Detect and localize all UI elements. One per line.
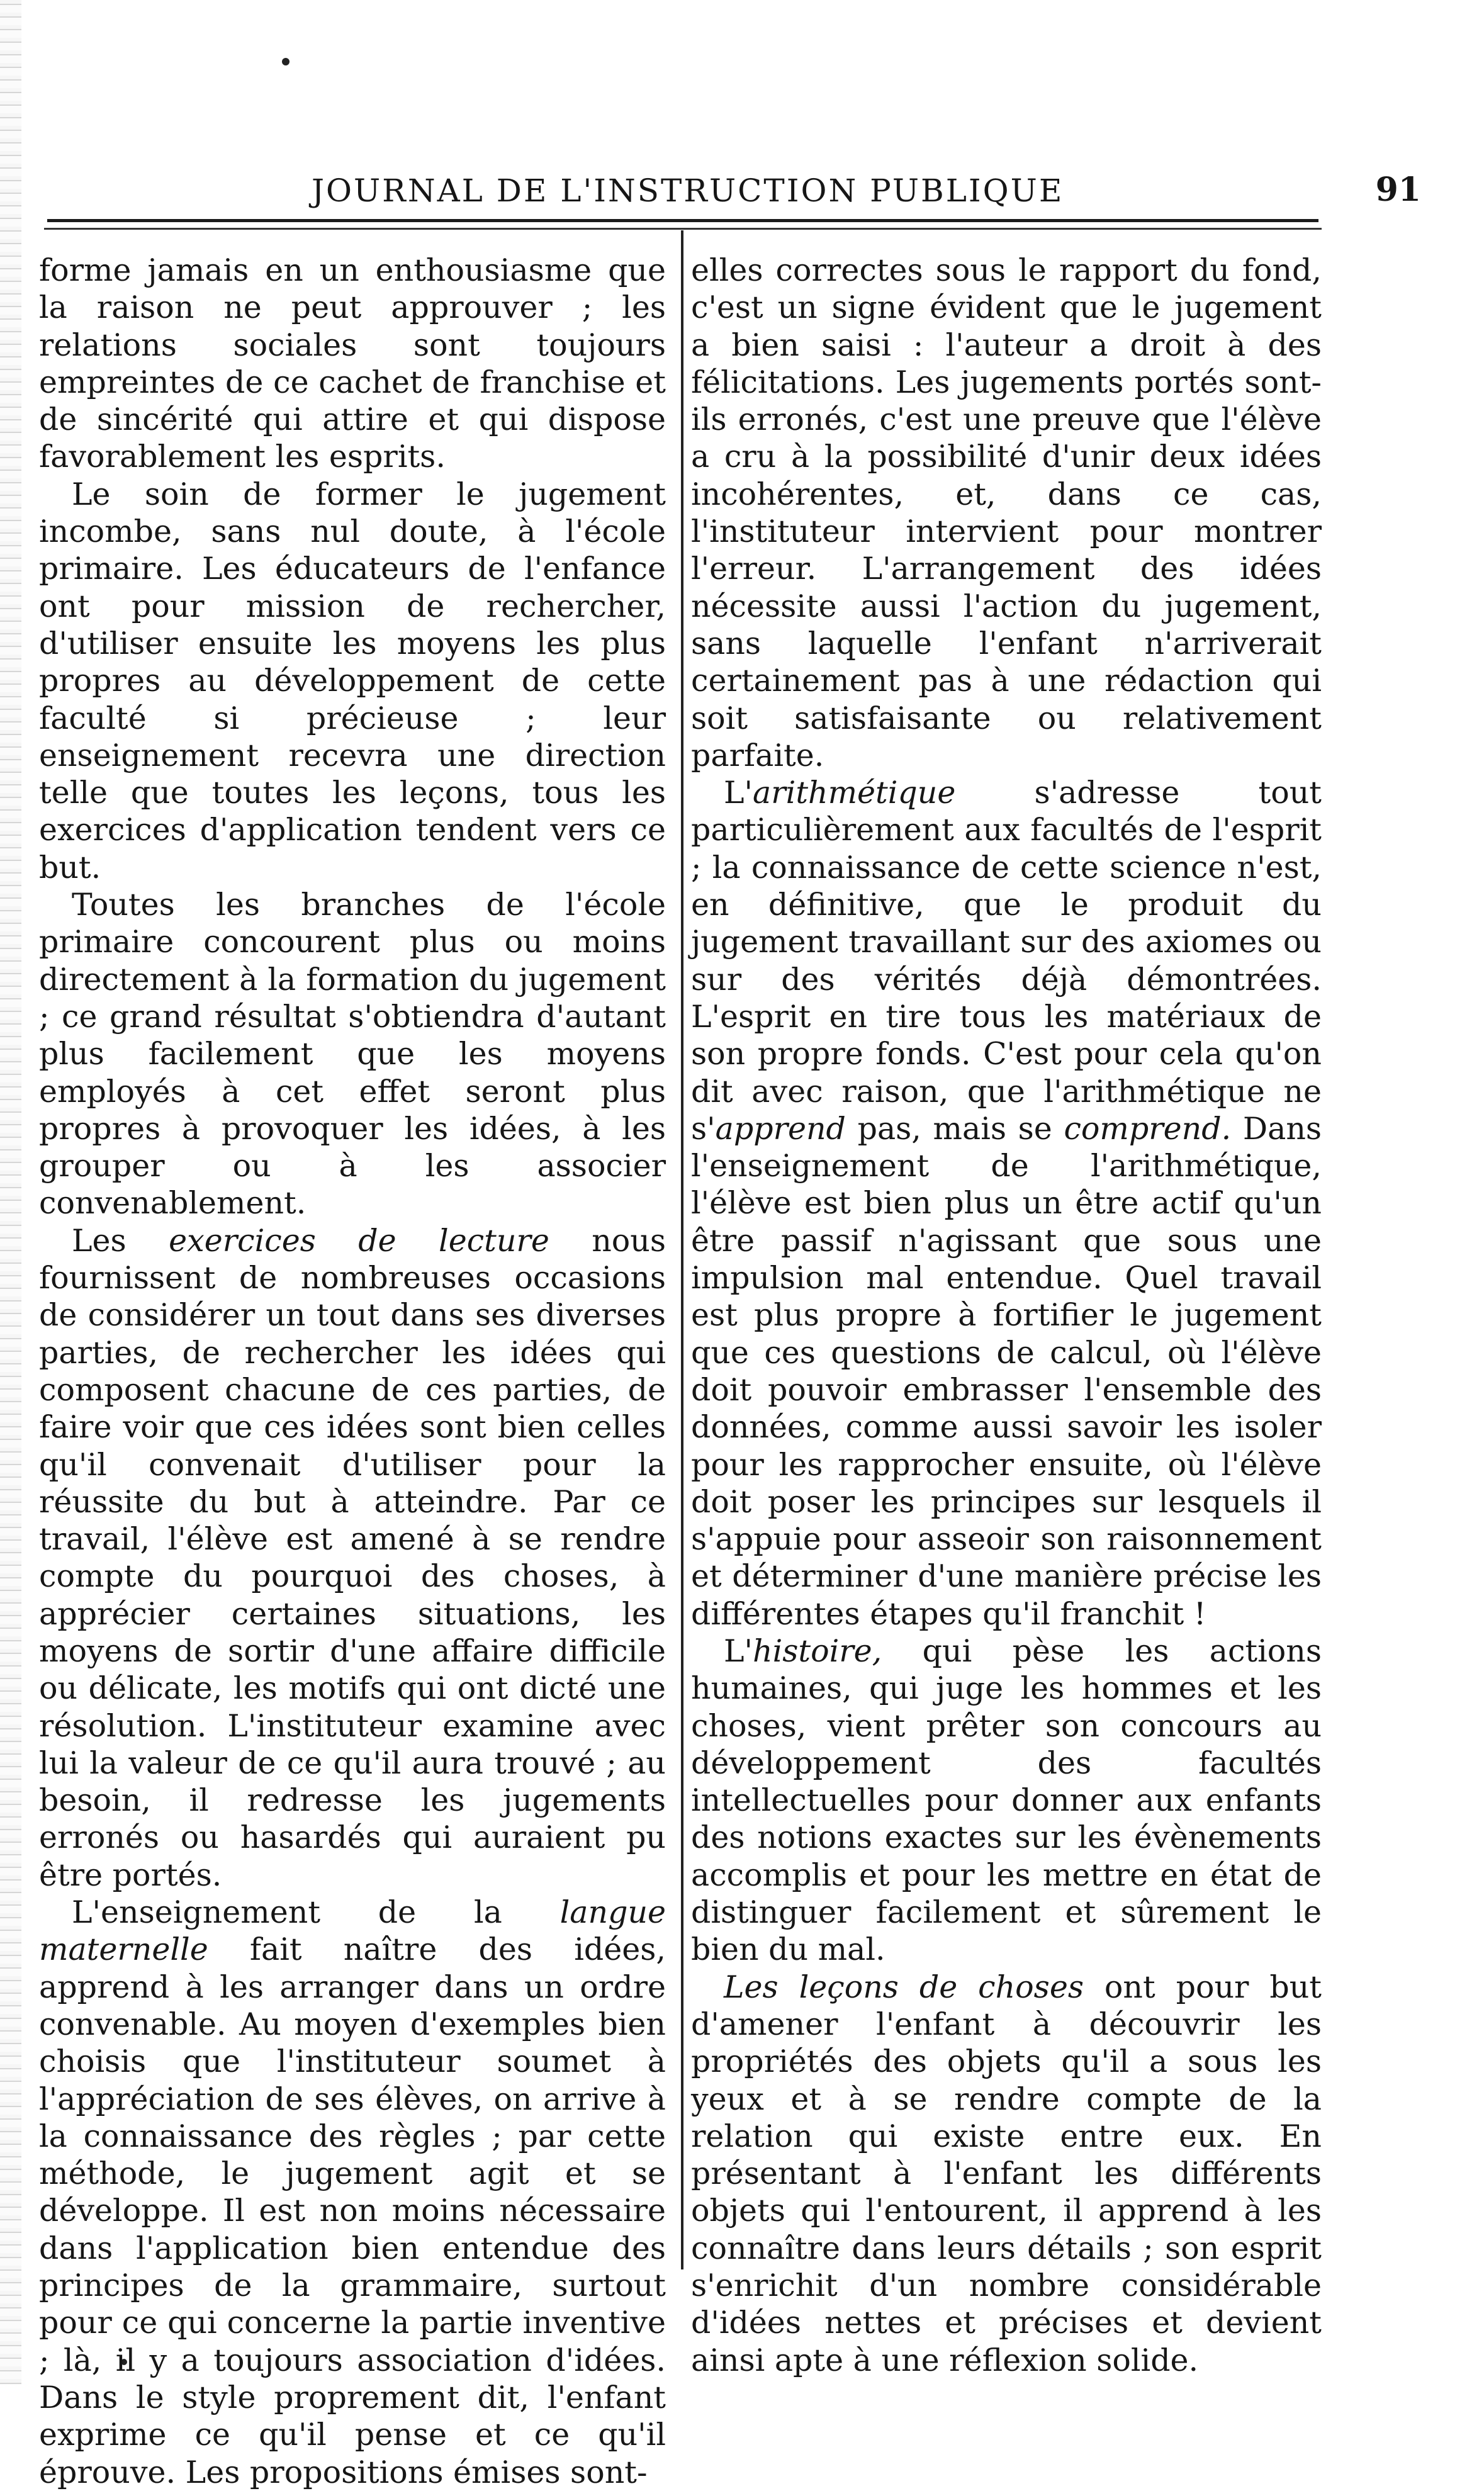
paragraph: Les leçons de choses ont pour but d'amener l'enfant à découvrir les propriétés des objets qu'il a sous les yeux et à se rendre compte de la relation qui existe entre eux. En présentant à l'enfant les différents objets qui l'entourent, il apprend à les connaître dans leurs détails ; son esprit s'enrichit d'un nombre considérable d'idées nettes et précises et devient ainsi apte à une réflexion solide. [691,1969,1322,2378]
paragraph: L'enseignement de la langue maternelle fait naître des idées, apprend à les arranger dans un ordre convenable. Au moyen d'exemples bien choisis que l'instituteur soumet à l'appréciation de ses élèves, on arrive à la connaissance des règles ; par cette méthode, le jugement agit et se développe. Il est non moins nécessaire dans l'application bien entendue des principes de la grammaire, surtout pour ce qui concerne la partie inventive ; là, il y a toujours association d'idées. Dans le style proprement dit, l'enfant exprime ce qu'il pense et ce qu'il éprouve. Les propositions émises sont- [39,1894,666,2490]
paragraph: Toutes les branches de l'école primaire concourent plus ou moins directement à la formation du jugement ; ce grand résultat s'obtiendra d'autant plus facilement que les moyens employés à cet effet seront plus propres à provoquer les idées, à les grouper ou à les associer convenablement. [39,887,666,1222]
paragraph: L'arithmétique s'adresse tout particulièrement aux facultés de l'esprit ; la connaissance de cette science n'est, en définitive, que le produit du jugement travaillant sur des axiomes ou sur des vérités déjà démontrées. L'esprit en tire tous les matériaux de son propre fonds. C'est pour cela qu'on dit avec raison, que l'arithmétique ne s'apprend pas, mais se comprend. Dans l'enseignement de l'arithmétique, l'élève est bien plus un être actif qu'un être passif n'agissant que sous une impulsion mal entendue. Quel travail est plus propre à fortifier le jugement que ces questions de calcul, où l'élève doit pouvoir embrasser l'ensemble des données, comme aussi savoir les isoler pour les rapprocher ensuite, où l'élève doit poser les principes sur lesquels il s'appuie pour asseoir son raisonnement et déterminer d'une manière précise les différentes étapes qu'il franchit ! [691,775,1322,1632]
italic-term: Les leçons de choses [724,1969,1084,2005]
left-column [39,252,666,2491]
italic-term: histoire, [753,1633,882,1669]
paragraph: Les exercices de lecture nous fournissent de nombreuses occasions de considérer un tout dans ses diverses parties, de rechercher les idées qui composent chacune de ces parties, de faire voir que ces idées sont bien celles qu'il convenait d'utiliser pour la réussite du but à atteindre. Par ce travail, l'élève est amené à se rendre compte du pourquoi des choses, à apprécier certaines situations, les moyens de sortir d'une affaire difficile ou délicate, les motifs qui ont dicté une résolution. L'instituteur examine avec lui la valeur de ce qu'il aura trouvé ; au besoin, il redresse les jugements erronés ou hasardés qui auraient pu être portés. [39,1222,666,1893]
journal-title: JOURNAL DE L'INSTRUCTION PUBLIQUE [312,172,1064,209]
italic-term: langue maternelle [39,1894,666,1968]
italic-term: apprend [715,1110,846,1147]
paragraph: L'histoire, qui pèse les actions humaines, qui juge les hommes et les choses, vient prêter son concours au développement des facultés intellectuelles pour donner aux enfants des notions exactes sur les évènements accomplis et pour les mettre en état de distinguer facilement et sûrement le bien du mal. [691,1633,1322,1968]
italic-term: exercices de lecture [169,1222,549,1259]
header-rule [47,219,1318,222]
page-edge-shadow [0,0,21,2385]
right-column [691,252,1322,2379]
running-header [47,162,1421,213]
column-divider [681,230,683,2269]
paragraph: Le soin de former le jugement incombe, sans nul doute, à l'école primaire. Les éducateurs de l'enfance ont pour mission de rechercher, d'utiliser ensuite les moyens les plus propres au développement de cette faculté si précieuse ; leur enseignement recevra une direction telle que toutes les leçons, tous les exercices d'application tendent vers ce but. [39,476,666,886]
paragraph: elles correctes sous le rapport du fond, c'est un signe évident que le jugement a bien saisi : l'auteur a droit à des félicitations. Les jugements portés sont-ils erronés, c'est une preuve que l'élève a cru à la possibilité d'unir deux idées incohérentes, et, dans ce cas, l'instituteur intervient pour montrer l'erreur. L'arrangement des idées nécessite aussi l'action du jugement, sans laquelle l'enfant n'arriverait certainement pas à une rédaction qui soit satisfaisante ou relativement parfaite. [691,252,1322,773]
paragraph: forme jamais en un enthousiasme que la raison ne peut approuver ; les relations sociales sont toujours empreintes de ce cachet de franchise et de sincérité qui attire et qui dispose favorablement les esprits. [39,252,666,475]
page-number: 91 [1375,171,1421,209]
ink-speck [282,58,289,65]
italic-term: arithmétique [753,775,956,811]
italic-term: comprend. [1064,1110,1232,1147]
header-rule-secondary [44,228,1322,230]
